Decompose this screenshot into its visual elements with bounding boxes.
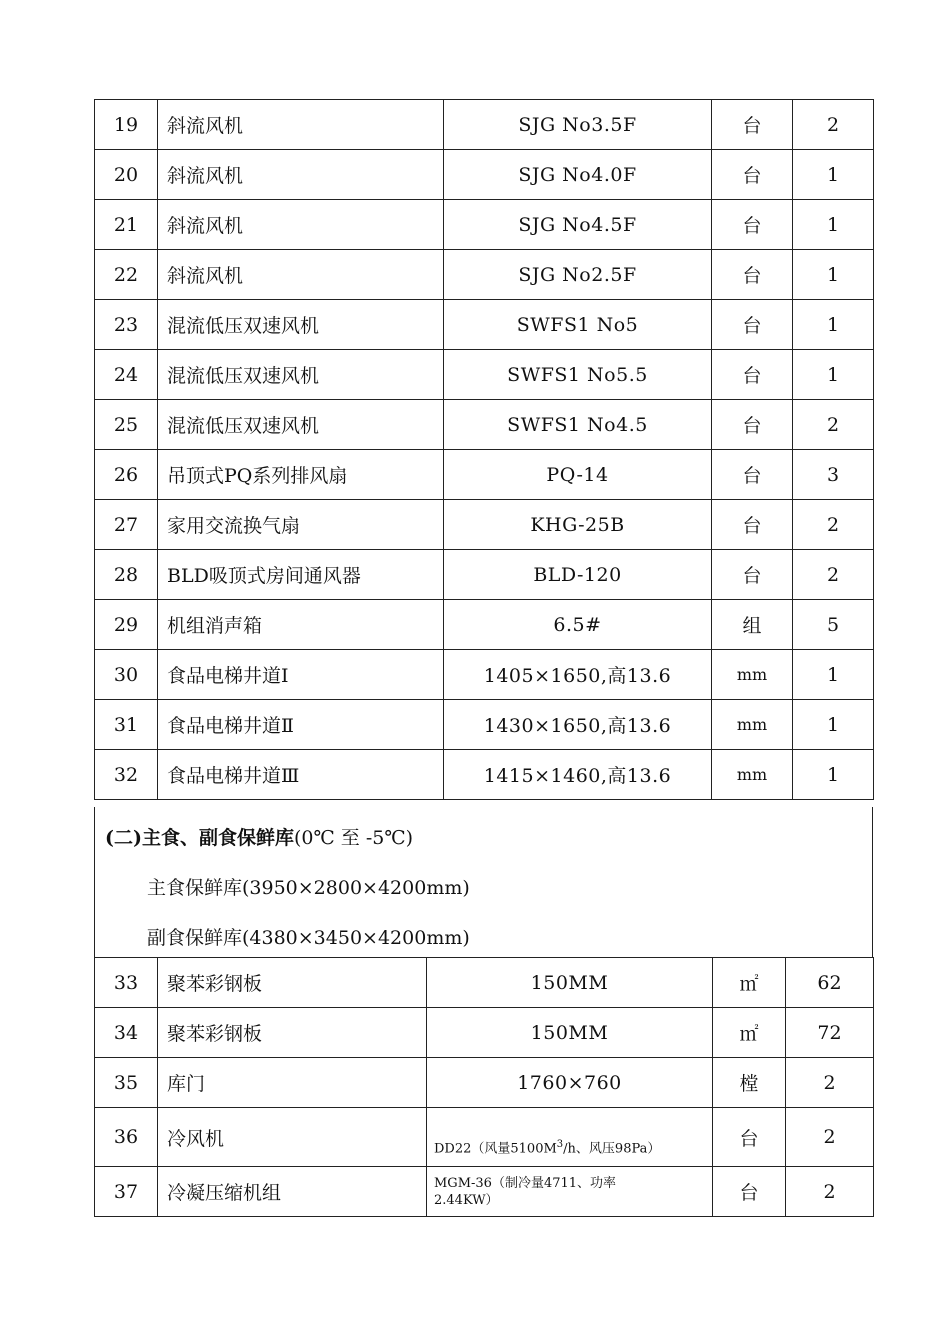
table-row [95, 150, 874, 200]
cell-unit: 台 [713, 1167, 786, 1217]
table-row [95, 958, 874, 1008]
cell-name: 斜流风机 [158, 100, 444, 150]
table-row [95, 1167, 874, 1217]
table-row [95, 650, 874, 700]
cell-name: 斜流风机 [158, 150, 444, 200]
cell-unit: 台 [713, 1108, 786, 1167]
cell-qty: 1 [793, 750, 874, 800]
cell-model-superscript: 3 [556, 1138, 564, 1150]
cell-name: 冷凝压缩机组 [158, 1167, 427, 1217]
cell-qty: 1 [793, 200, 874, 250]
cell-name: 吊顶式PQ系列排风扇 [158, 450, 444, 500]
cell-model: SJG No4.0F [444, 150, 712, 200]
table-row [95, 350, 874, 400]
cell-model: 1760×760 [427, 1058, 713, 1108]
cell-unit: 樘 [713, 1058, 786, 1108]
cell-name: 聚苯彩钢板 [158, 1008, 427, 1058]
cell-no: 27 [95, 500, 158, 550]
cell-unit: ㎡ [713, 1008, 786, 1058]
cell-no: 23 [95, 300, 158, 350]
cell-no: 34 [95, 1008, 158, 1058]
cell-no: 36 [95, 1108, 158, 1167]
cell-no: 20 [95, 150, 158, 200]
cell-qty: 2 [786, 1167, 874, 1217]
cell-no: 30 [95, 650, 158, 700]
cell-qty: 2 [793, 400, 874, 450]
cell-qty: 62 [786, 958, 874, 1008]
section-cold-storage [94, 807, 873, 957]
cell-qty: 1 [793, 650, 874, 700]
cell-unit: mm [712, 750, 793, 800]
table-row [95, 700, 874, 750]
cell-no: 21 [95, 200, 158, 250]
cell-unit: 台 [712, 400, 793, 450]
cell-name: 家用交流换气扇 [158, 500, 444, 550]
cell-qty: 72 [786, 1008, 874, 1058]
cell-model: KHG-25B [444, 500, 712, 550]
cell-unit: mm [712, 650, 793, 700]
cell-model-line-1: MGM-36（制冷量4711、功率 [434, 1175, 617, 1191]
cell-no: 33 [95, 958, 158, 1008]
equipment-table-2 [94, 957, 874, 1217]
cell-model [427, 1108, 713, 1167]
section-line-main-food: 主食保鲜库(3950×2800×4200mm) [147, 877, 470, 899]
cell-unit: 台 [712, 450, 793, 500]
cell-model: 1405×1650,高13.6 [444, 650, 712, 700]
cell-model: SJG No4.5F [444, 200, 712, 250]
cell-no: 31 [95, 700, 158, 750]
cell-model [427, 1167, 713, 1217]
cell-unit: 台 [712, 550, 793, 600]
cell-unit: 台 [712, 150, 793, 200]
cell-qty: 1 [793, 350, 874, 400]
table-row [95, 1108, 874, 1167]
cell-no: 29 [95, 600, 158, 650]
cell-model-text: DD22（风量5100M [434, 1141, 557, 1156]
cell-qty: 3 [793, 450, 874, 500]
cell-model: 150MM [427, 958, 713, 1008]
cell-qty: 2 [793, 550, 874, 600]
equipment-table-1 [94, 99, 874, 800]
cell-no: 32 [95, 750, 158, 800]
cell-name: 库门 [158, 1058, 427, 1108]
cell-unit: 台 [712, 300, 793, 350]
table-row [95, 400, 874, 450]
cell-unit: 台 [712, 250, 793, 300]
cell-model: 1430×1650,高13.6 [444, 700, 712, 750]
cell-unit: mm [712, 700, 793, 750]
cell-model: 1415×1460,高13.6 [444, 750, 712, 800]
table-row [95, 550, 874, 600]
table-row [95, 1008, 874, 1058]
cell-no: 35 [95, 1058, 158, 1108]
cell-no: 26 [95, 450, 158, 500]
cell-name: 混流低压双速风机 [158, 350, 444, 400]
table-row [95, 250, 874, 300]
cell-qty: 2 [786, 1058, 874, 1108]
cell-unit: 组 [712, 600, 793, 650]
cell-unit: 台 [712, 350, 793, 400]
table-row [95, 1058, 874, 1108]
section-heading [105, 823, 413, 850]
cell-model: SJG No3.5F [444, 100, 712, 150]
section-line-side-food: 副食保鲜库(4380×3450×4200mm) [147, 927, 470, 949]
cell-model-line-2: 2.44KW） [434, 1192, 499, 1208]
table-row [95, 750, 874, 800]
cell-model: SWFS1 No5.5 [444, 350, 712, 400]
cell-name: 冷风机 [158, 1108, 427, 1167]
cell-unit: ㎡ [713, 958, 786, 1008]
cell-name: 混流低压双速风机 [158, 400, 444, 450]
cell-qty: 1 [793, 250, 874, 300]
cell-name: 混流低压双速风机 [158, 300, 444, 350]
cell-model: SWFS1 No5 [444, 300, 712, 350]
cell-name: BLD吸顶式房间通风器 [158, 550, 444, 600]
cell-unit: 台 [712, 200, 793, 250]
table-row [95, 450, 874, 500]
cell-unit: 台 [712, 100, 793, 150]
table-row [95, 500, 874, 550]
cell-name: 食品电梯井道Ⅱ [158, 700, 444, 750]
cell-model: SJG No2.5F [444, 250, 712, 300]
cell-no: 28 [95, 550, 158, 600]
cell-name: 斜流风机 [158, 250, 444, 300]
table-row [95, 200, 874, 250]
cell-name: 机组消声箱 [158, 600, 444, 650]
section-heading-bold: (二)主食、副食保鲜库 [105, 827, 294, 849]
cell-no: 24 [95, 350, 158, 400]
cell-name: 食品电梯井道Ⅰ [158, 650, 444, 700]
cell-qty: 2 [793, 100, 874, 150]
cell-qty: 2 [793, 500, 874, 550]
cell-no: 37 [95, 1167, 158, 1217]
cell-model: BLD-120 [444, 550, 712, 600]
cell-name: 食品电梯井道Ⅲ [158, 750, 444, 800]
table-1-body [95, 100, 874, 800]
section-heading-temp: (0℃ 至 -5℃) [293, 827, 413, 849]
cell-no: 19 [95, 100, 158, 150]
cell-qty: 1 [793, 700, 874, 750]
cell-no: 25 [95, 400, 158, 450]
cell-model: 6.5# [444, 600, 712, 650]
cell-model: PQ-14 [444, 450, 712, 500]
cell-name: 斜流风机 [158, 200, 444, 250]
cell-model: 150MM [427, 1008, 713, 1058]
cell-qty: 1 [793, 150, 874, 200]
table-row [95, 300, 874, 350]
cell-unit: 台 [712, 500, 793, 550]
cell-no: 22 [95, 250, 158, 300]
cell-model-text-end: /h、风压98Pa） [563, 1141, 661, 1156]
cell-qty: 2 [786, 1108, 874, 1167]
table-2-body [95, 958, 874, 1217]
cell-model: SWFS1 No4.5 [444, 400, 712, 450]
table-row [95, 600, 874, 650]
cell-name: 聚苯彩钢板 [158, 958, 427, 1008]
table-row [95, 100, 874, 150]
cell-qty: 5 [793, 600, 874, 650]
cell-qty: 1 [793, 300, 874, 350]
